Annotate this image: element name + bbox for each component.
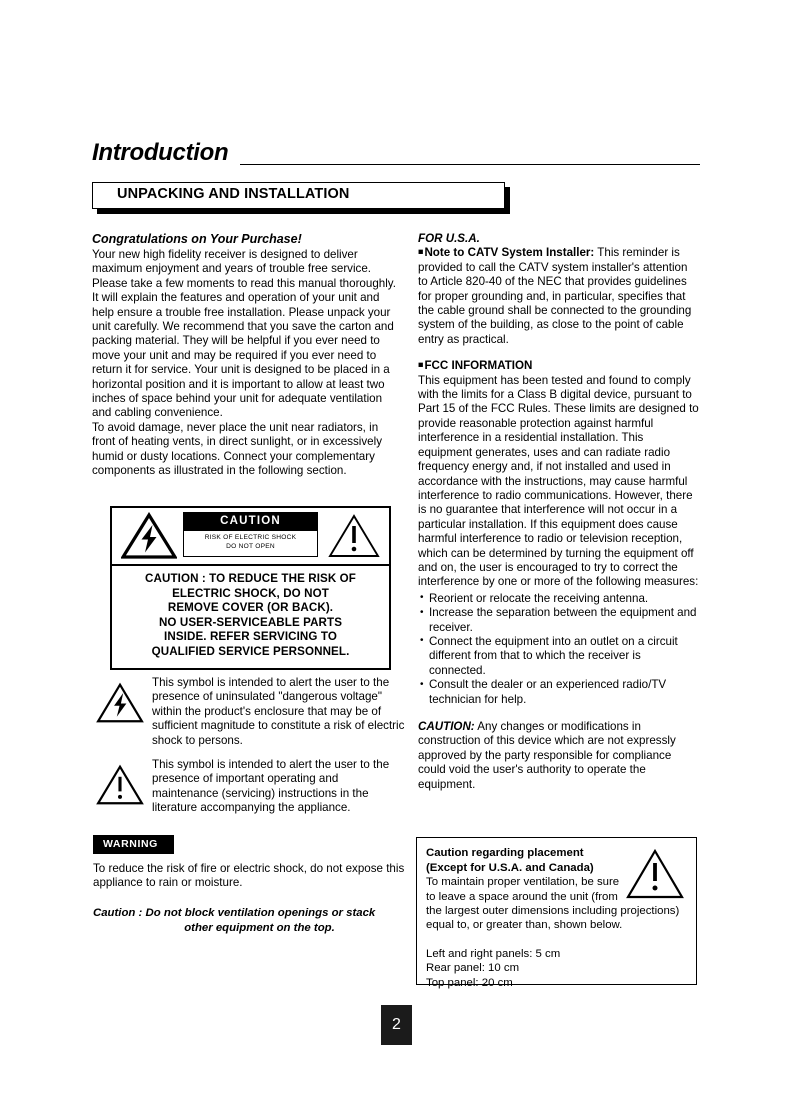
fcc-information-heading: [418, 359, 700, 373]
fcc-body: This equipment has been tested and found to comply with the limits for a Class B digital device, pursuant to Part 15 of the FCC Rules. These limits are designed to provide reasonable protection against harmful interference in a residential installation. This equipment generates, uses and can radiate radio frequency energy and, if not installed and used in accordance with the instructions, may cause harmful interference to radio communications. However, there is no guarantee that interference will not occur in a particular installation. If this equipment does cause harmful interference to radio or television reception, which can be determined by turning the equipment off and on, the user is encouraged to try to correct the interference by one or more of the following measures:: [418, 373, 699, 589]
fcc-heading-label: FCC INFORMATION: [424, 359, 533, 373]
section-title-label: UNPACKING AND INSTALLATION: [117, 186, 350, 202]
symbol-explanation-bolt: [96, 676, 406, 748]
caution-subtext-box: [183, 531, 318, 557]
ventilation-caution-line-1: Caution : Do not block ventilation openings or stack: [93, 907, 376, 919]
placement-body-line-3: the largest outer dimensions including projections): [426, 905, 680, 917]
exclamation-triangle-icon: [328, 513, 380, 559]
warning-badge: WARNING: [93, 835, 174, 854]
catv-note-paragraph: [418, 246, 700, 347]
caution-body-line-4: NO USER-SERVICEABLE PARTS: [158, 615, 343, 629]
placement-box-content: [417, 838, 696, 990]
warning-text: To reduce the risk of fire or electric shock, do not expose this appliance to rain or moisture.: [93, 862, 405, 890]
avoid-damage-body: To avoid damage, never place the unit near radiators, in front of heating vents, in direct sunlight, or in excessively humid or dusty locations. Connect your complementary components as illustrated in the following section.: [92, 420, 382, 478]
fcc-caution-label: CAUTION:: [418, 720, 475, 733]
placement-body-line-1: To maintain proper ventilation, be sure: [426, 876, 620, 889]
page-number: 2: [381, 1005, 412, 1045]
list-item: • Reorient or relocate the receiving antenna.: [418, 592, 700, 606]
electric-shock-caution-panel: [110, 506, 391, 670]
lightning-bolt-triangle-icon: [96, 682, 144, 724]
list-item: • Connect the equipment into an outlet on a circuit different from that to which the receiver is connected.: [418, 635, 700, 678]
placement-body-line-2: to leave a space around the unit (from: [426, 890, 618, 903]
header-rule: [240, 164, 700, 165]
ventilation-caution-line-2: other equipment on the top.: [184, 921, 335, 934]
catv-note-label: Note to CATV System Installer:: [424, 246, 595, 260]
ventilation-caution-text: [93, 906, 408, 935]
caution-center-block: [183, 512, 318, 557]
fcc-caution-paragraph: [418, 720, 700, 792]
square-bullet-icon: ■: [418, 246, 425, 257]
caution-body-line-5: INSIDE. REFER SERVICING TO: [164, 630, 337, 644]
placement-caution-box: [416, 837, 697, 989]
fcc-caution-body: Any changes or modifications in construction of this device which are not expressly approved by the party responsible for compliance could void the user's authority to operate the equipment.: [418, 720, 676, 791]
congratulations-body: Your new high fidelity receiver is designed to deliver maximum enjoyment and years of trouble free service. Please take a few moments to read this manual thoroughly. It will explain the features and operation of your unit and help ensure a trouble free installation. Please unpack your unit carefully. We recommend that you save the carton and packing material. They will be helpful if you ever need to move your unit and may be required if you ever need to return it for service. Your unit is designed to be placed in a horizontal position and it is important to allow at least two inches of space behind your unit for adequate ventilation and cabling convenience.: [92, 248, 396, 420]
placement-heading-line-1: Caution regarding placement: [426, 847, 584, 859]
exclamation-triangle-icon: [626, 848, 684, 900]
exclamation-triangle-icon: [96, 764, 144, 806]
lightning-bolt-triangle-icon: [121, 512, 177, 560]
caution-subtext-line-2: DO NOT OPEN: [226, 542, 275, 550]
placement-heading-line-2: (Except for U.S.A. and Canada): [426, 861, 594, 874]
list-item: • Increase the separation between the equipment and receiver.: [418, 606, 700, 635]
caution-panel-top: [112, 508, 389, 566]
placement-body-line-4: equal to, or greater than, shown below.: [426, 919, 623, 932]
caution-banner: CAUTION: [183, 512, 318, 531]
placement-spec-left-right: Left and right panels: 5 cm: [426, 947, 561, 960]
symbol-bolt-icon-wrap: [96, 676, 148, 729]
fcc-measures-list: [418, 592, 700, 707]
symbol-exclamation-icon-wrap: [96, 758, 148, 811]
caution-body-line-3: REMOVE COVER (OR BACK).: [167, 601, 334, 615]
section-title-box: [92, 182, 510, 214]
congratulations-heading: Congratulations on Your Purchase!: [92, 232, 302, 246]
left-column: [92, 232, 402, 479]
catv-note-body: This reminder is provided to call the CATV system installer's attention to Article 820-40 of the NEC that provides guidelines for proper grounding and, in particular, specifies that the cable ground shall be connected to the grounding system of the building, as close to the point of cable entry as practical.: [418, 246, 692, 346]
caution-body-line-6: QUALIFIED SERVICE PERSONNEL.: [151, 644, 350, 658]
caution-body-text: [112, 566, 389, 668]
symbol-bolt-text: This symbol is intended to alert the user to the presence of uninsulated "dangerous voltage" within the product's enclosure that may be of sufficient magnitude to constitute a risk of electric shock to persons.: [152, 676, 405, 747]
caution-body-line-1: CAUTION : TO REDUCE THE RISK OF: [145, 572, 356, 585]
square-bullet-icon: ■: [418, 359, 425, 370]
symbol-explanation-exclamation: [96, 758, 406, 816]
for-usa-heading: FOR U.S.A.: [418, 232, 480, 245]
placement-spacer: [426, 933, 687, 947]
caution-body-line-2: ELECTRIC SHOCK, DO NOT: [172, 586, 329, 600]
caution-subtext-line-1: RISK OF ELECTRIC SHOCK: [204, 534, 297, 541]
placement-spec-top: Top panel: 20 cm: [426, 976, 513, 989]
page-header: [92, 140, 700, 172]
page-title: Introduction: [92, 139, 229, 166]
placement-spec-rear: Rear panel: 10 cm: [426, 962, 520, 975]
right-column: [418, 232, 700, 792]
symbol-exclamation-text: This symbol is intended to alert the user to the presence of important operating and maintenance (servicing) instructions in the literature accompanying the appliance.: [152, 758, 390, 815]
list-item: • Consult the dealer or an experienced radio/TV technician for help.: [418, 678, 700, 707]
